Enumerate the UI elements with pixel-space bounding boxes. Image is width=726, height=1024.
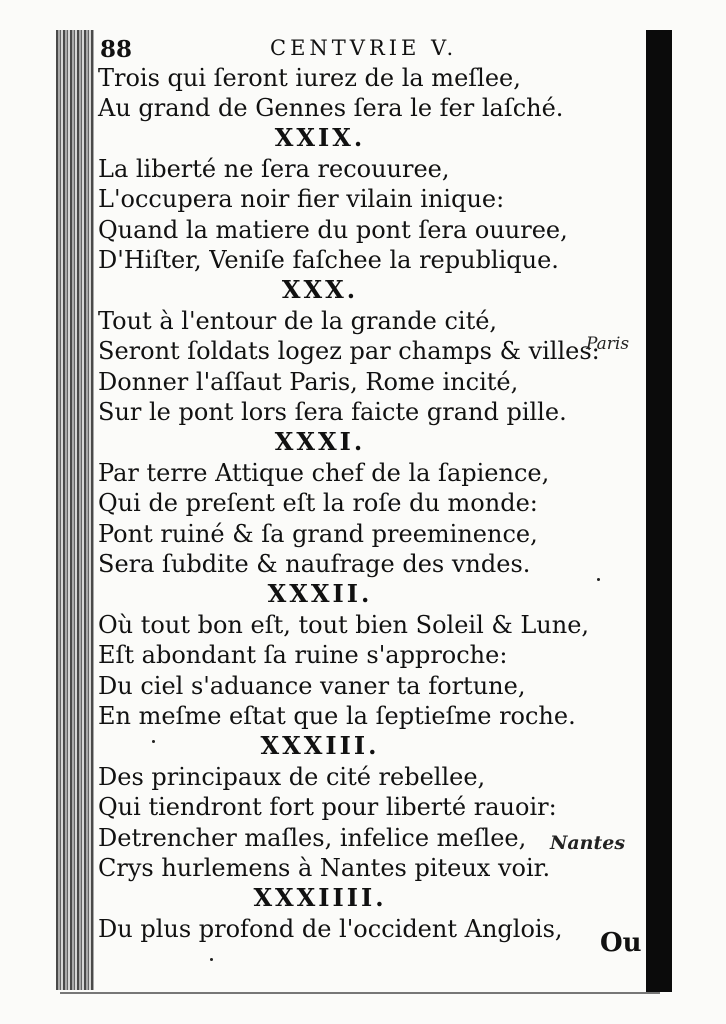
page-number: 88 (100, 36, 133, 63)
verse-line: Qui tiendront fort pour liberté rauoir: (98, 793, 557, 821)
verse-line: Où tout bon eſt, tout bien Soleil & Lune, (98, 611, 590, 639)
verse-line: Du ciel s'aduance vaner ta fortune, (98, 672, 526, 700)
verse-line: Crys hurlemens à Nantes piteux voir. (98, 854, 551, 882)
verse-line: La liberté ne ſera recouuree, (98, 155, 450, 183)
running-head: CENTVRIE V. (270, 36, 458, 60)
page-header (0, 36, 726, 66)
ink-speck (152, 740, 155, 743)
marginal-note-nantes: Nantes (550, 832, 626, 854)
catchword: Ou (600, 928, 642, 958)
verse-line: Au grand de Gennes ſera le fer laſché. (98, 94, 564, 122)
verse-line: D'Hiſter, Veniſe faſchee la republique. (98, 246, 559, 274)
quatrain-number: XXXII. (267, 579, 373, 608)
verse-line: Eſt abondant ſa ruine s'approche: (98, 641, 508, 669)
marginal-note-paris: Paris (586, 334, 630, 354)
quatrain-number: XXIX. (274, 123, 366, 152)
verse-line: L'occupera noir fier vilain inique: (98, 185, 505, 213)
verse-line: Du plus profond de l'occident Anglois, (98, 915, 563, 943)
verse-line: Qui de preſent eſt la roſe du monde: (98, 489, 538, 517)
verse-line: Trois qui ſeront iurez de la meſlee, (98, 64, 521, 92)
verse-line: Donner l'aſſaut Paris, Rome incité, (98, 368, 519, 396)
verse-line: Seront ſoldats logez par champs & villes: (98, 337, 600, 365)
verse-line: En meſme eſtat que la ſeptieſme roche. (98, 702, 576, 730)
quatrain-number: XXX. (281, 275, 359, 304)
verse-line: Par terre Attique chef de la ſapience, (98, 459, 550, 487)
page-edge-shadow (646, 30, 672, 992)
quatrain-number: XXXIIII. (253, 883, 387, 912)
ink-speck (597, 578, 600, 581)
ink-speck (210, 958, 213, 961)
verse-line: Sera ſubdite & naufrage des vndes. (98, 550, 531, 578)
verse-line: Sur le pont lors ſera faicte grand pille. (98, 398, 567, 426)
verse-line: Quand la matiere du pont ſera ouuree, (98, 216, 568, 244)
verse-line: Pont ruiné & ſa grand preeminence, (98, 520, 538, 548)
verse-line: Tout à l'entour de la grande cité, (98, 307, 498, 335)
binding-gutter (56, 30, 94, 990)
quatrain-number: XXXI. (274, 427, 366, 456)
quatrain-number: XXXIII. (260, 731, 380, 760)
verse-line: Detrencher maſles, infelice meſlee, (98, 824, 527, 852)
verse-line: Des principaux de cité rebellee, (98, 763, 486, 791)
page-bottom-edge (60, 992, 660, 994)
